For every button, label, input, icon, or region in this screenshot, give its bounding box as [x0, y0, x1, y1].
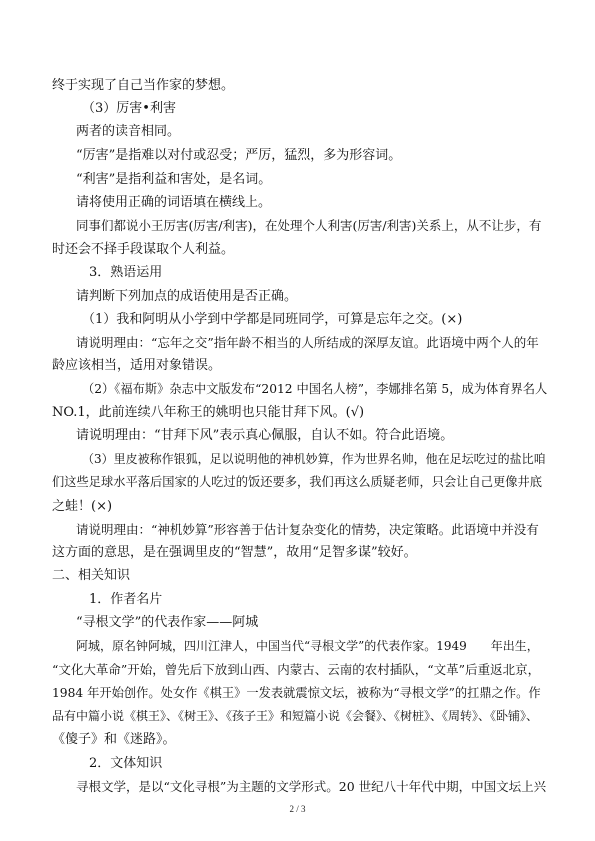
text-line: 两者的读音相同。: [76, 124, 181, 139]
subsection-heading: 1．作者名片: [89, 592, 163, 607]
text-line: 《傻子》和《迷路》。: [52, 732, 176, 747]
text-line: “文化大革命”开始，曾先后下放到山西、内蒙古、云南的农村插队，“文革”后重返北京，: [52, 662, 541, 677]
subheading-line: （3）厉害•利害: [82, 101, 176, 116]
subsection-heading: 2．文体知识: [89, 756, 163, 771]
text-line: 终于实现了自己当作家的梦想。: [52, 78, 235, 93]
text-line: 请说明理由：“甘拜下风”表示真心佩服，自认不如。符合此语境。: [76, 428, 454, 443]
text-line: （1）我和阿明从小学到中学都是同班同学，可算是忘年之交。(×): [82, 312, 463, 327]
text-line: 时还会不择手段谋取个人利益。: [52, 242, 235, 257]
text-line: 品有中篇小说《棋王》、《树王》、《孩子王》和短篇小说《会餐》、《树桩》、《周转》、《卧铺》、: [52, 709, 539, 723]
text-line: 请说明理由：“神机妙算”形容善于估计复杂变化的情势，决定策略。此语境中并没有: [76, 522, 539, 537]
text-line: 寻根文学，是以“文化寻根”为主题的文学形式。20 世纪八十年代中期，中国文坛上兴: [76, 779, 547, 794]
text-line: “寻根文学”的代表作家——阿城: [76, 615, 259, 630]
text-line: （3）里皮被称作银狐，足以说明他的神机妙算，作为世界名帅，他在足坛吃过的盐比咱: [82, 452, 546, 466]
text-line: 们这些足球水平落后国家的人吃过的饭还要多，我们再这么质疑老师，只会让自己更像井底: [52, 475, 542, 489]
page-number: 2 / 3: [289, 804, 306, 814]
text-line: 1984 年开始创作。处女作《棋王》一发表就震惊文坛，被称为“寻根文学”的扛鼎之作。作: [52, 686, 541, 700]
text-line: 龄应该相当，适用对象错误。: [52, 358, 222, 373]
text-line: 阿城，原名钟阿城，四川江津人，中国当代“寻根文学”的代表作家。1949 年出生，: [76, 639, 539, 653]
text-line: 请将使用正确的词语填在横线上。: [76, 195, 272, 210]
text-line: 这方面的意思，是在强调里皮的“智慧”，故用“足智多谋”较好。: [52, 545, 417, 560]
text-line: （2）《福布斯》杂志中文版发布“2012 中国名人榜”，李娜排名第 5，成为体育界名人: [82, 382, 548, 396]
text-line: NO.1，此前连续八年称王的姚明也只能甘拜下风。(√): [52, 405, 365, 420]
text-line: “厉害”是指难以对付或忍受；严厉，猛烈，多为形容词。: [76, 148, 402, 163]
text-line: 请判断下列加点的成语使用是否正确。: [76, 289, 298, 304]
text-line: 同事们都说小王厉害(厉害/利害)，在处理个人利害(厉害/利害)关系上，从不让步，有: [76, 218, 542, 233]
text-line: 请说明理由：“忘年之交”指年龄不相当的人所结成的深厚友谊。此语境中两个人的年: [76, 335, 539, 350]
text-line: 之蛙！(×): [52, 499, 113, 514]
section-heading: 二、相关知识: [52, 568, 131, 583]
section-heading: 3．熟语运用: [89, 265, 163, 280]
text-line: “利害”是指利益和害处，是名词。: [76, 172, 272, 187]
